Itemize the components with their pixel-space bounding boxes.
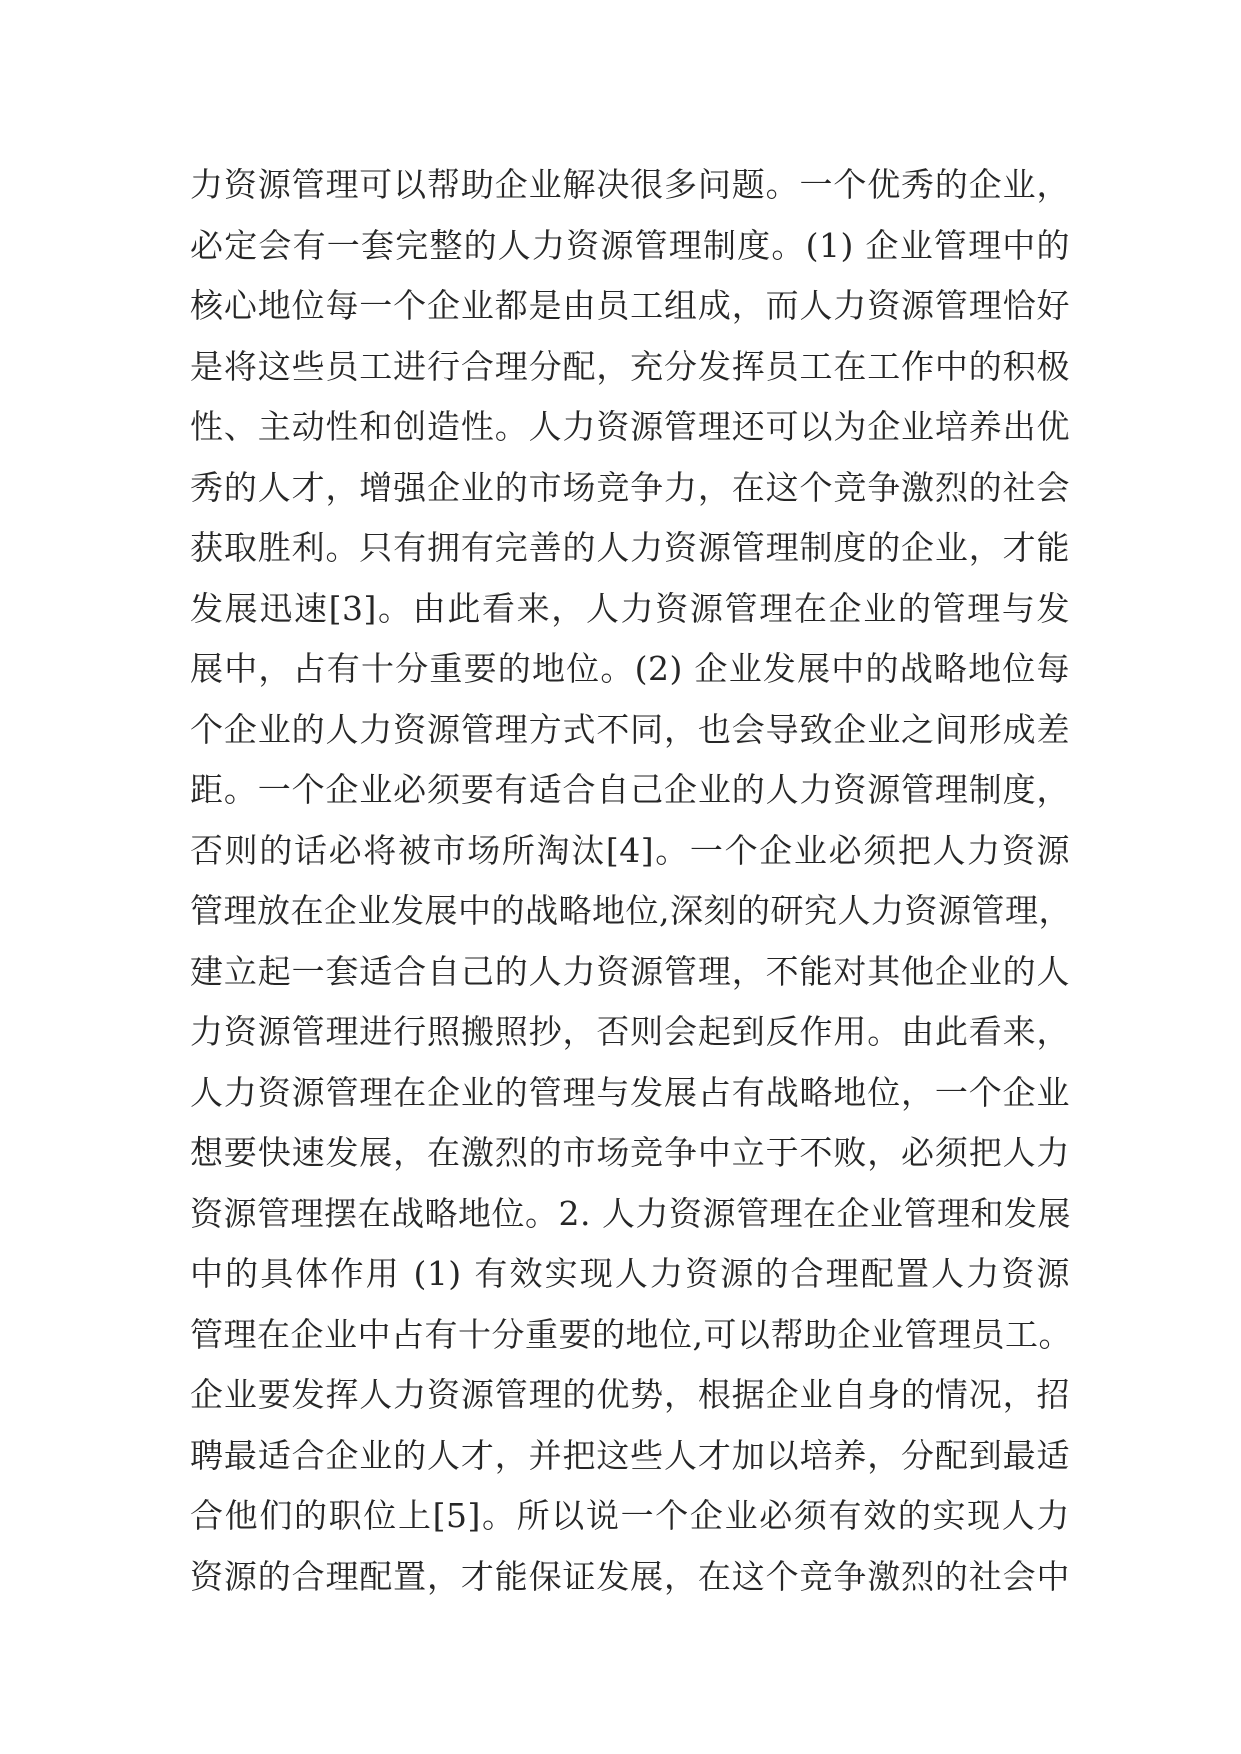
text-line-7: 获取胜利。只有拥有完善的人力资源管理制度的企业，才能 xyxy=(190,528,1070,567)
text-line-20: 管理在企业中占有十分重要的地位,可以帮助企业管理员工。 xyxy=(190,1314,1072,1354)
text-line-18: 资源管理摆在战略地位。2. 人力资源管理在企业管理和发展 xyxy=(190,1193,1071,1233)
text-line-15: 力资源管理进行照搬照抄，否则会起到反作用。由此看来， xyxy=(190,1012,1070,1051)
text-line-22: 聘最适合企业的人才，并把这些人才加以培养，分配到最适 xyxy=(190,1435,1070,1475)
text-line-1: 力资源管理可以帮助企业解决很多问题。一个优秀的企业， xyxy=(190,165,1070,204)
text-line-23: 合他们的职位上[5]。所以说一个企业必须有效的实现人力 xyxy=(190,1496,1070,1535)
text-line-4: 是将这些员工进行合理分配，充分发挥员工在工作中的积极 xyxy=(190,346,1070,386)
text-line-13: 管理放在企业发展中的战略地位,深刻的研究人力资源管理， xyxy=(190,891,1072,930)
body-paragraph xyxy=(190,155,1070,1607)
text-line-10: 个企业的人力资源管理方式不同，也会导致企业之间形成差 xyxy=(190,709,1070,749)
text-line-12: 否则的话必将被市场所淘汰[4]。一个企业必须把人力资源 xyxy=(190,830,1070,870)
text-line-11: 距。一个企业必须要有适合自己企业的人力资源管理制度， xyxy=(190,770,1070,809)
text-line-19: 中的具体作用 (1) 有效实现人力资源的合理配置人力资源 xyxy=(190,1254,1070,1293)
text-line-3: 核心地位每一个企业都是由员工组成，而人力资源管理恰好 xyxy=(190,286,1070,325)
text-line-8: 发展迅速[3]。由此看来，人力资源管理在企业的管理与发 xyxy=(190,588,1070,628)
text-line-16: 人力资源管理在企业的管理与发展占有战略地位，一个企业 xyxy=(190,1072,1070,1112)
text-line-2: 必定会有一套完整的人力资源管理制度。(1) 企业管理中的 xyxy=(190,225,1070,265)
text-line-5: 性、主动性和创造性。人力资源管理还可以为企业培养出优 xyxy=(190,407,1070,446)
text-line-9: 展中，占有十分重要的地位。(2) 企业发展中的战略地位每 xyxy=(190,649,1070,688)
text-line-24: 资源的合理配置，才能保证发展，在这个竞争激烈的社会中 xyxy=(190,1556,1070,1596)
text-line-17: 想要快速发展，在激烈的市场竞争中立于不败，必须把人力 xyxy=(190,1133,1070,1172)
text-line-14: 建立起一套适合自己的人力资源管理，不能对其他企业的人 xyxy=(190,951,1070,991)
text-line-6: 秀的人才，增强企业的市场竞争力，在这个竞争激烈的社会 xyxy=(190,467,1070,507)
text-line-21: 企业要发挥人力资源管理的优势，根据企业自身的情况，招 xyxy=(190,1375,1070,1414)
